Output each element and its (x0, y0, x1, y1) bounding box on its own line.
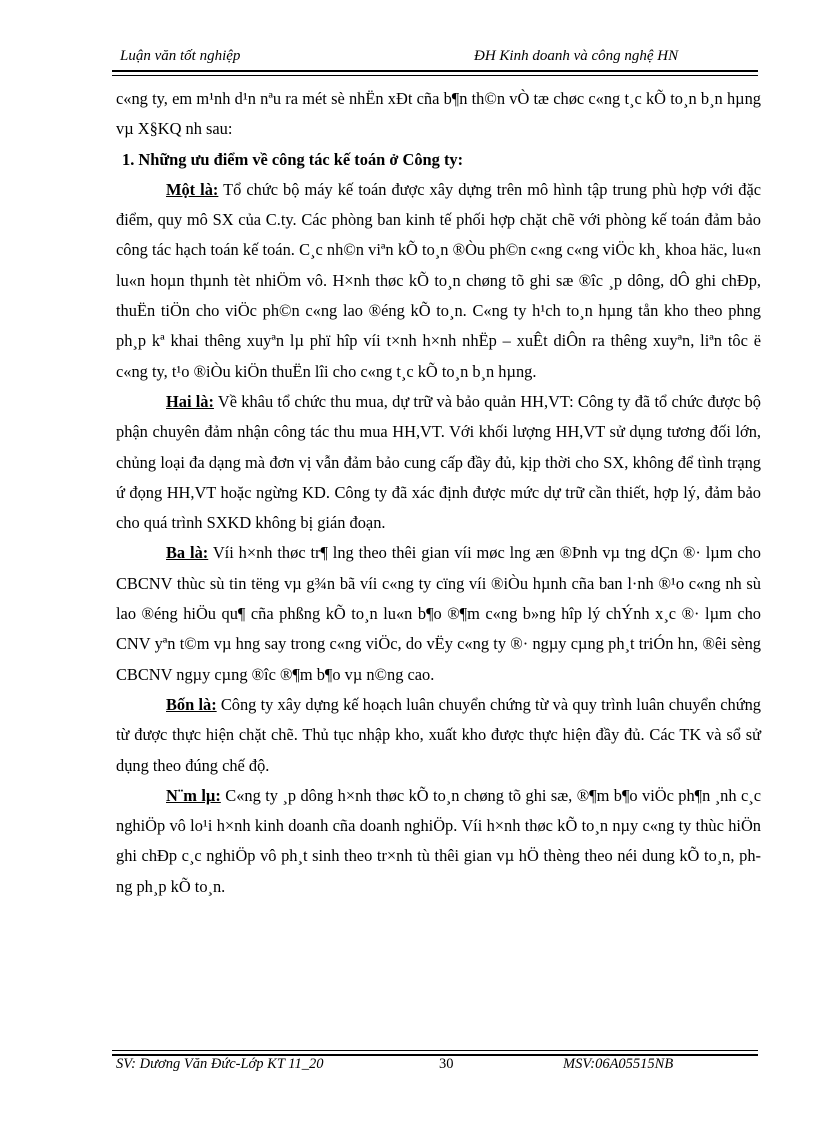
paragraph-bon-la (116, 690, 761, 781)
paragraph-label: Một là: (166, 179, 219, 199)
page-footer (116, 1056, 761, 1078)
footer-rule-thin (112, 1050, 758, 1051)
paragraph-text: Tổ chức bộ máy kế toán được xây dựng trên mô hình tập trung phù hợp với đặc điểm, quy mô SX của C.ty. Các phòng ban kinh tế phối hợp chặt chẽ với phòng kế toán đảm bảo công tác hạch toán kế toán. C¸c nh©n viªn kÕ to¸n ®Òu ph©n c«ng c«ng viÖc kh¸ khoa häc, lu«n lu«n hoµn thµnh tèt nhiÖm vô. H×nh thøc kÕ to¸n chøng tõ ghi sæ ®îc ¸p dông, dÔ ghi chÐp, thuËn tiÖn cho viÖc ph©n c«ng lao ®éng kÕ to¸n. C«ng ty h¹ch to¸n hµng tån kho theo phng ph¸p kª khai thêng xuyªn lµ phï hîp víi t×nh h×nh nhËp – xuÊt diÔn ra thêng xuyªn, liªn tôc ë c«ng ty, t¹o ®iÒu kiÖn thuËn lîi cho c«ng t¸c kÕ to¸n b¸n hµng. (116, 179, 761, 381)
paragraph-hai-la (116, 387, 761, 538)
intro-paragraph: c«ng ty, em m¹nh d¹n nªu ra mét sè nhËn xÐt cña b¶n th©n vÒ tæ chøc c«ng t¸c kÕ to¸n b¸n hµng vµ X§KQ nh sau: (116, 89, 761, 139)
page-number: 30 (439, 1056, 454, 1072)
footer-student-name: SV: Dương Văn Đức-Lớp KT 11_20 (116, 1056, 324, 1072)
paragraph-text: Công ty xây dựng kế hoạch luân chuyển chứng từ và quy trình luân chuyển chứng từ được thực hiện chặt chẽ. Thủ tục nhập kho, xuất kho được thực hiện đầy đủ. Các TK và sổ sử dụng theo đúng chế độ. (116, 694, 761, 775)
section-heading: 1. Những ưu điểm về công tác kế toán ở Công ty: (122, 149, 464, 169)
header-rule-thin (112, 75, 758, 76)
paragraph-nam-la (116, 781, 761, 902)
paragraph-label: N¨m lµ: (166, 785, 221, 805)
paragraph-ba-la (116, 538, 761, 689)
paragraph-text: Víi h×nh thøc tr¶ lng theo thêi gian víi møc lng æn ®Þnh vµ tng dÇn ®· lµm cho CBCNV thùc sù tin tëng vµ g¾n bã víi c«ng ty cïng víi ®iÒu hµnh cña ban l·nh ®¹o c«ng nh sù lao ®éng hiÖu qu¶ cña phßng kÕ to¸n lu«n b¶o ®¶m c«ng b»ng hîp lý chÝnh x¸c ®· lµm cho CNV yªn t©m vµ hng say trong c«ng viÖc, do vËy c«ng ty ®· ngµy cµng ph¸t triÓn hn, ®êi sèng CBCNV ngµy cµng ®îc ®¶m b¶o vµ n©ng cao. (116, 543, 761, 684)
paragraph-label: Ba là: (166, 543, 209, 563)
header-rule-thick (112, 70, 758, 72)
paragraph-text: Về khâu tổ chức thu mua, dự trữ và bảo quản HH,VT: Công ty đã tổ chức được bộ phận chuyên đảm nhận công tác thu mua HH,VT. Với khối lượng HH,VT sử dụng tương đối lớn, chủng loại đa dạng mà đơn vị vẫn đảm bảo cung cấp đầy đủ, kịp thời cho SX, không để tình trạng ứ đọng HH,VT hoặc ngừng KD. Công ty đã xác định được mức dự trữ cần thiết, hợp lý, đảm bảo cho quá trình SXKD không bị gián đoạn. (116, 391, 761, 533)
paragraph-label: Hai là: (166, 391, 214, 411)
paragraph-label: Bốn là: (166, 694, 217, 714)
page-body (116, 84, 761, 902)
footer-student-id: MSV:06A05515NB (563, 1056, 674, 1072)
paragraph-text: C«ng ty ¸p dông h×nh thøc kÕ to¸n chøng tõ ghi sæ, ®¶m b¶o viÖc ph¶n ¸nh c¸c nghiÖp vô lo¹i h×nh kinh doanh cña doanh nghiÖp. Víi h×nh thøc kÕ to¸n nµy c«ng ty thùc hiÖn ghi chÐp c¸c nghiÖp vô ph¸t sinh theo tr×nh tù thêi gian vµ hÖ thèng theo néi dung kÕ to¸n, phng ph¸p kÕ to¸n. (116, 785, 762, 896)
header-thesis-title: Luận văn tốt nghiệp (120, 48, 241, 64)
header-university: ĐH Kinh doanh và công nghệ HN (474, 48, 679, 64)
page-header (114, 44, 760, 68)
paragraph-mot-la (116, 175, 761, 387)
